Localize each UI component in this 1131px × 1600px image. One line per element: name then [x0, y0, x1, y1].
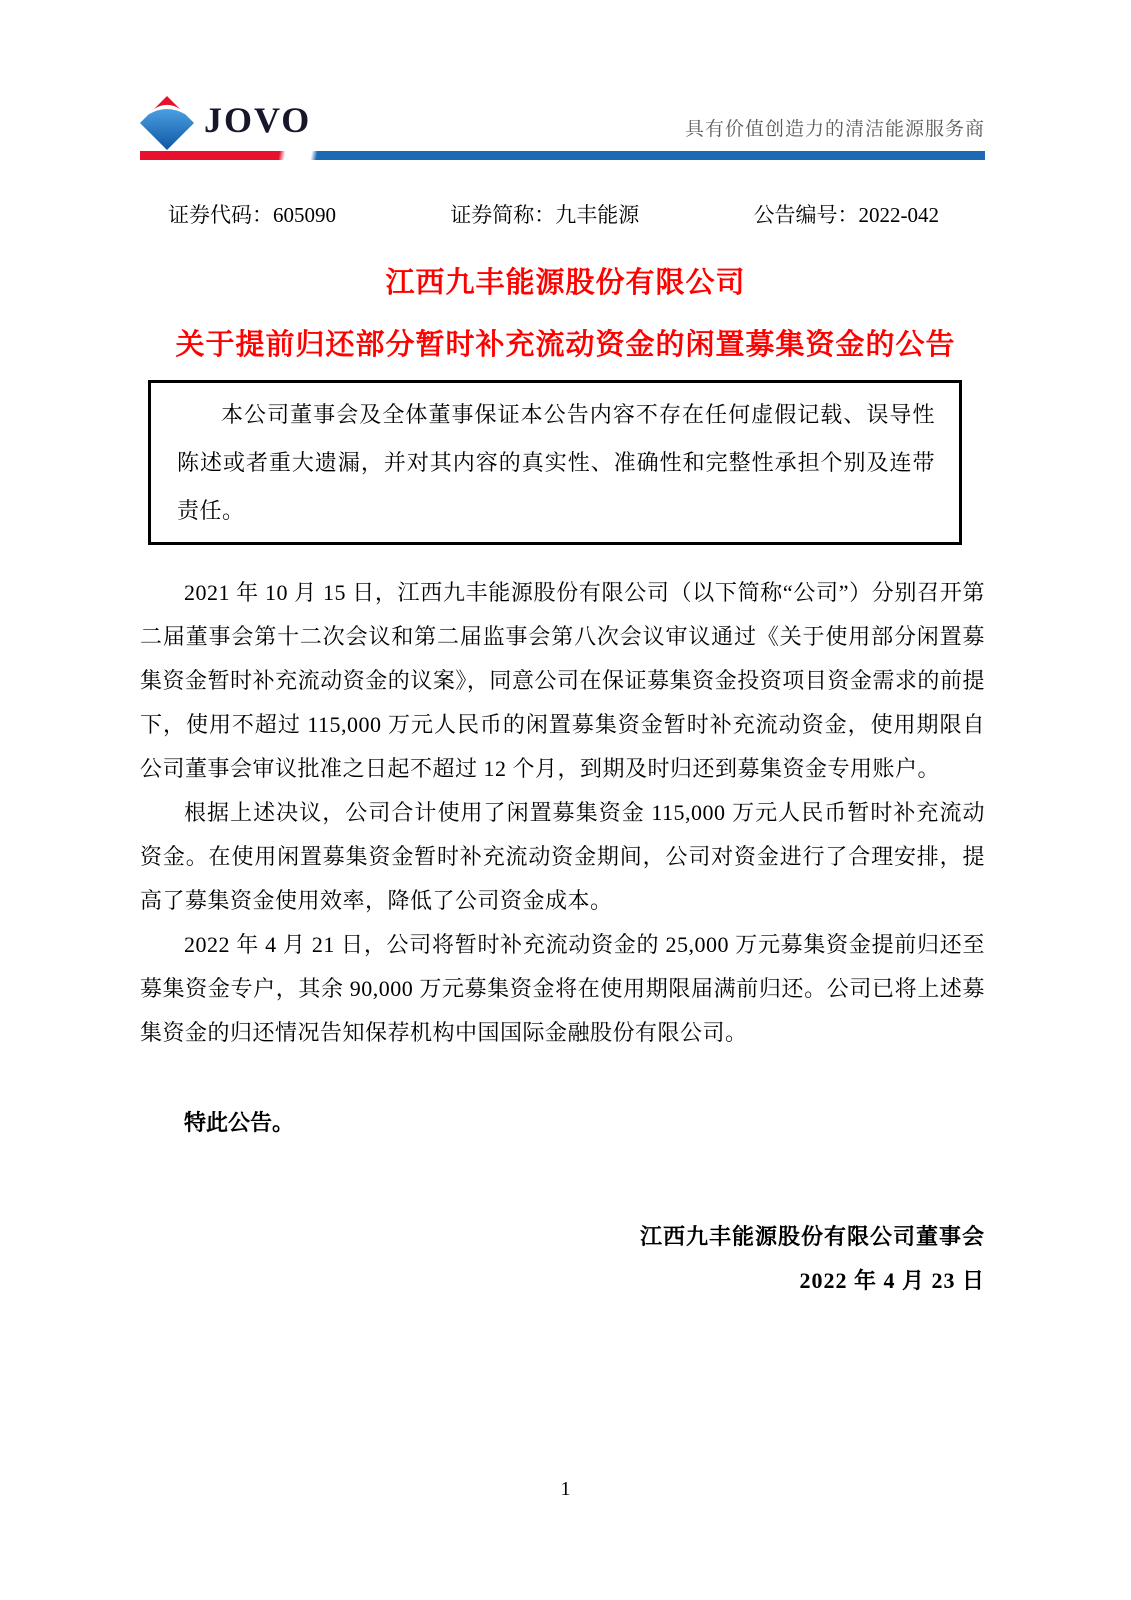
closing-statement: 特此公告。	[184, 1110, 295, 1135]
signature-date: 2022 年 4 月 23 日	[799, 1268, 985, 1293]
header-tagline: 具有价值创造力的清洁能源服务商	[684, 119, 985, 140]
paragraph-2: 根据上述决议，公司合计使用了闲置募集资金 115,000 万元人民币暂时补充流动资金。在使用闲置募集资金暂时补充流动资金期间，公司对资金进行了合理安排，提高了募集资金使用效率，降低了公司资金成本。	[140, 800, 985, 913]
paragraph-3: 2022 年 4 月 21 日，公司将暂时补充流动资金的 25,000 万元募集资金提前归还至募集资金专户，其余 90,000 万元募集资金将在使用期限届满前归还。公司已将上述募集资金的归还情况告知保荐机构中国国际金融股份有限公司。	[140, 932, 985, 1045]
disclaimer-text: 本公司董事会及全体董事保证本公告内容不存在任何虚假记载、误导性陈述或者重大遗漏，并对其内容的真实性、准确性和完整性承担个别及连带责任。	[177, 402, 935, 523]
stock-code: 证券代码：605090	[168, 203, 336, 227]
stock-name: 证券简称：九丰能源	[450, 203, 640, 227]
header-divider	[140, 151, 985, 160]
securities-info-line	[140, 201, 985, 229]
jovo-logo	[140, 95, 311, 151]
disclaimer-box	[148, 380, 962, 545]
jovo-logo-diamond-icon	[140, 96, 194, 150]
company-title: 江西九丰能源股份有限公司	[385, 267, 746, 299]
paragraph-1: 2021 年 10 月 15 日，江西九丰能源股份有限公司（以下简称“公司”）分别召开第二届董事会第十二次会议和第二届监事会第八次会议审议通过《关于使用部分闲置募集资金暂时补充流动资金的议案》，同意公司在保证募集资金投资项目资金需求的前提下，使用不超过 115,000 万元人民币的闲置募集资金暂时补充流动资金，使用期限自公司董事会审议批准之日起不超过 12 个月，到期及时归还到募集资金专用账户。	[140, 580, 985, 781]
page-number: 1	[560, 1478, 571, 1500]
announcement-number: 公告编号：2022-042	[753, 203, 939, 227]
jovo-wordmark: JOVO	[204, 100, 312, 140]
announcement-body	[140, 571, 985, 1055]
announcement-title: 关于提前归还部分暂时补充流动资金的闲置募集资金的公告	[175, 329, 956, 361]
signature-block	[140, 1215, 985, 1303]
header	[140, 95, 985, 151]
signature-company: 江西九丰能源股份有限公司董事会	[639, 1224, 985, 1249]
